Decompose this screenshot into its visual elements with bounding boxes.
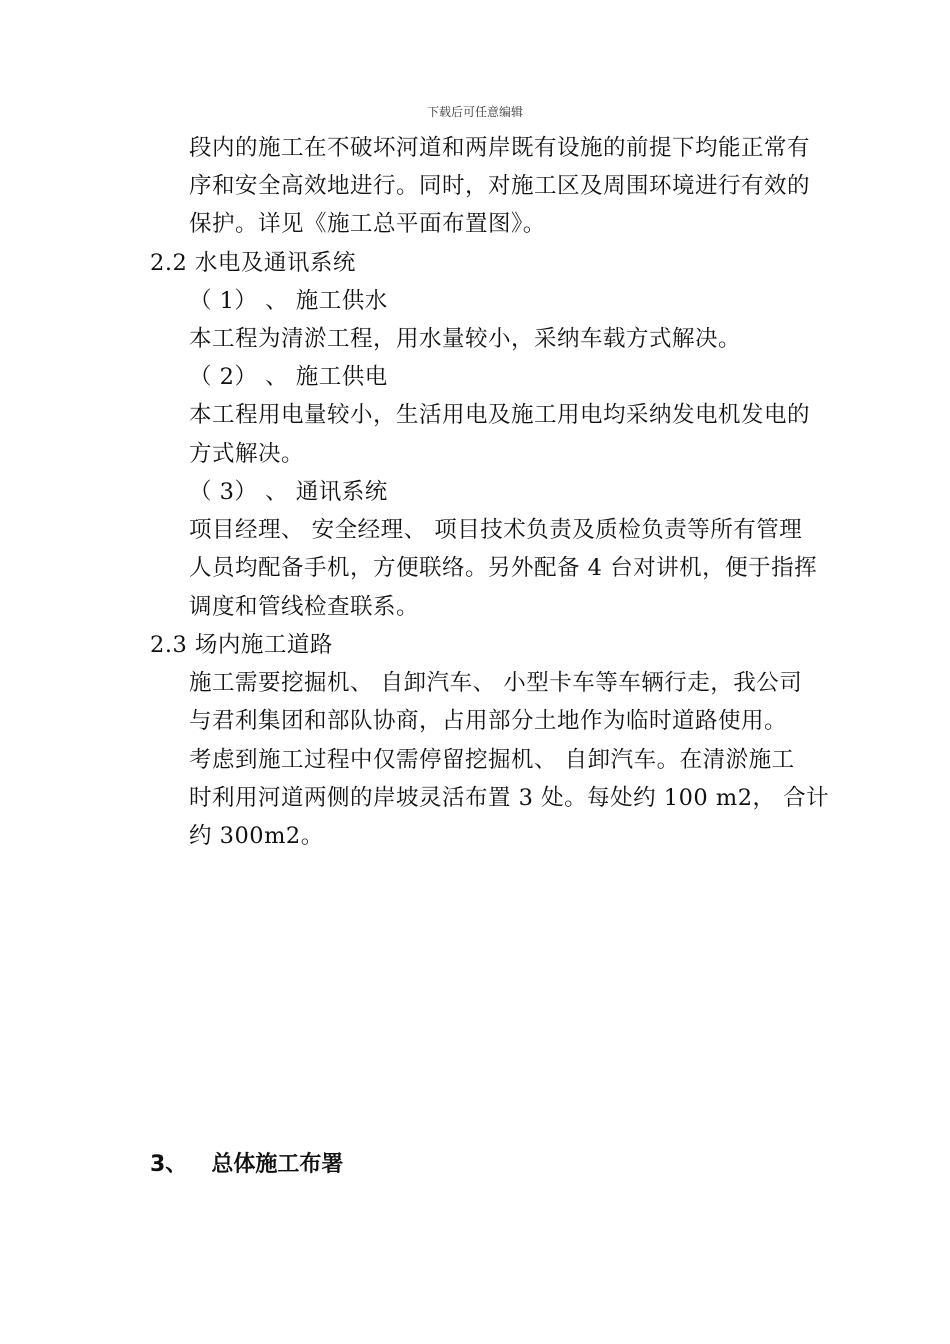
subsection-heading: （ 1） 、 施工供水	[189, 288, 388, 314]
subsection-heading: （ 2） 、 施工供电	[189, 364, 388, 390]
paragraph-line: 保护。详见《施工总平面布置图》。	[189, 211, 546, 237]
paragraph-line: 本工程为清淤工程，用水量较小，采纳车载方式解决。	[189, 326, 742, 352]
paragraph-line: 约 300m2。	[189, 823, 324, 849]
paragraph-line: 序和安全高效地进行。同时，对施工区及周围环境进行有效的	[189, 173, 811, 199]
section-number: 3、	[150, 1152, 188, 1177]
section-title: 总体施工布署	[211, 1152, 344, 1177]
paragraph-line: 项目经理、 安全经理、 项目技术负责及质检负责等所有管理	[189, 517, 803, 543]
paragraph-line: 考虑到施工过程中仅需停留挖掘机、 自卸汽车。在清淤施工	[189, 747, 795, 773]
paragraph-line: 本工程用电量较小，生活用电及施工用电均采纳发电机发电的	[189, 402, 811, 428]
section-heading-2-2: 2.2 水电及通讯系统	[150, 250, 356, 276]
paragraph-line: 方式解决。	[189, 441, 305, 467]
paragraph-line: 人员均配备手机，方便联络。另外配备 4 台对讲机，便于指挥	[189, 555, 818, 581]
paragraph-line: 与君利集团和部队协商，占用部分土地作为临时道路使用。	[189, 708, 788, 734]
paragraph-line: 调度和管线检查联系。	[189, 594, 420, 620]
page-header: 下载后可任意编辑	[426, 105, 523, 119]
subsection-heading: （ 3） 、 通讯系统	[189, 479, 388, 505]
section-heading-3	[150, 1150, 343, 1180]
section-heading-2-3: 2.3 场内施工道路	[150, 632, 333, 658]
paragraph-line: 时利用河道两侧的岸坡灵活布置 3 处。每处约 100 m2， 合计	[189, 785, 830, 811]
paragraph-line: 段内的施工在不破坏河道和两岸既有设施的前提下均能正常有	[189, 135, 811, 161]
paragraph-line: 施工需要挖掘机、 自卸汽车、 小型卡车等车辆行走，我公司	[189, 670, 803, 696]
